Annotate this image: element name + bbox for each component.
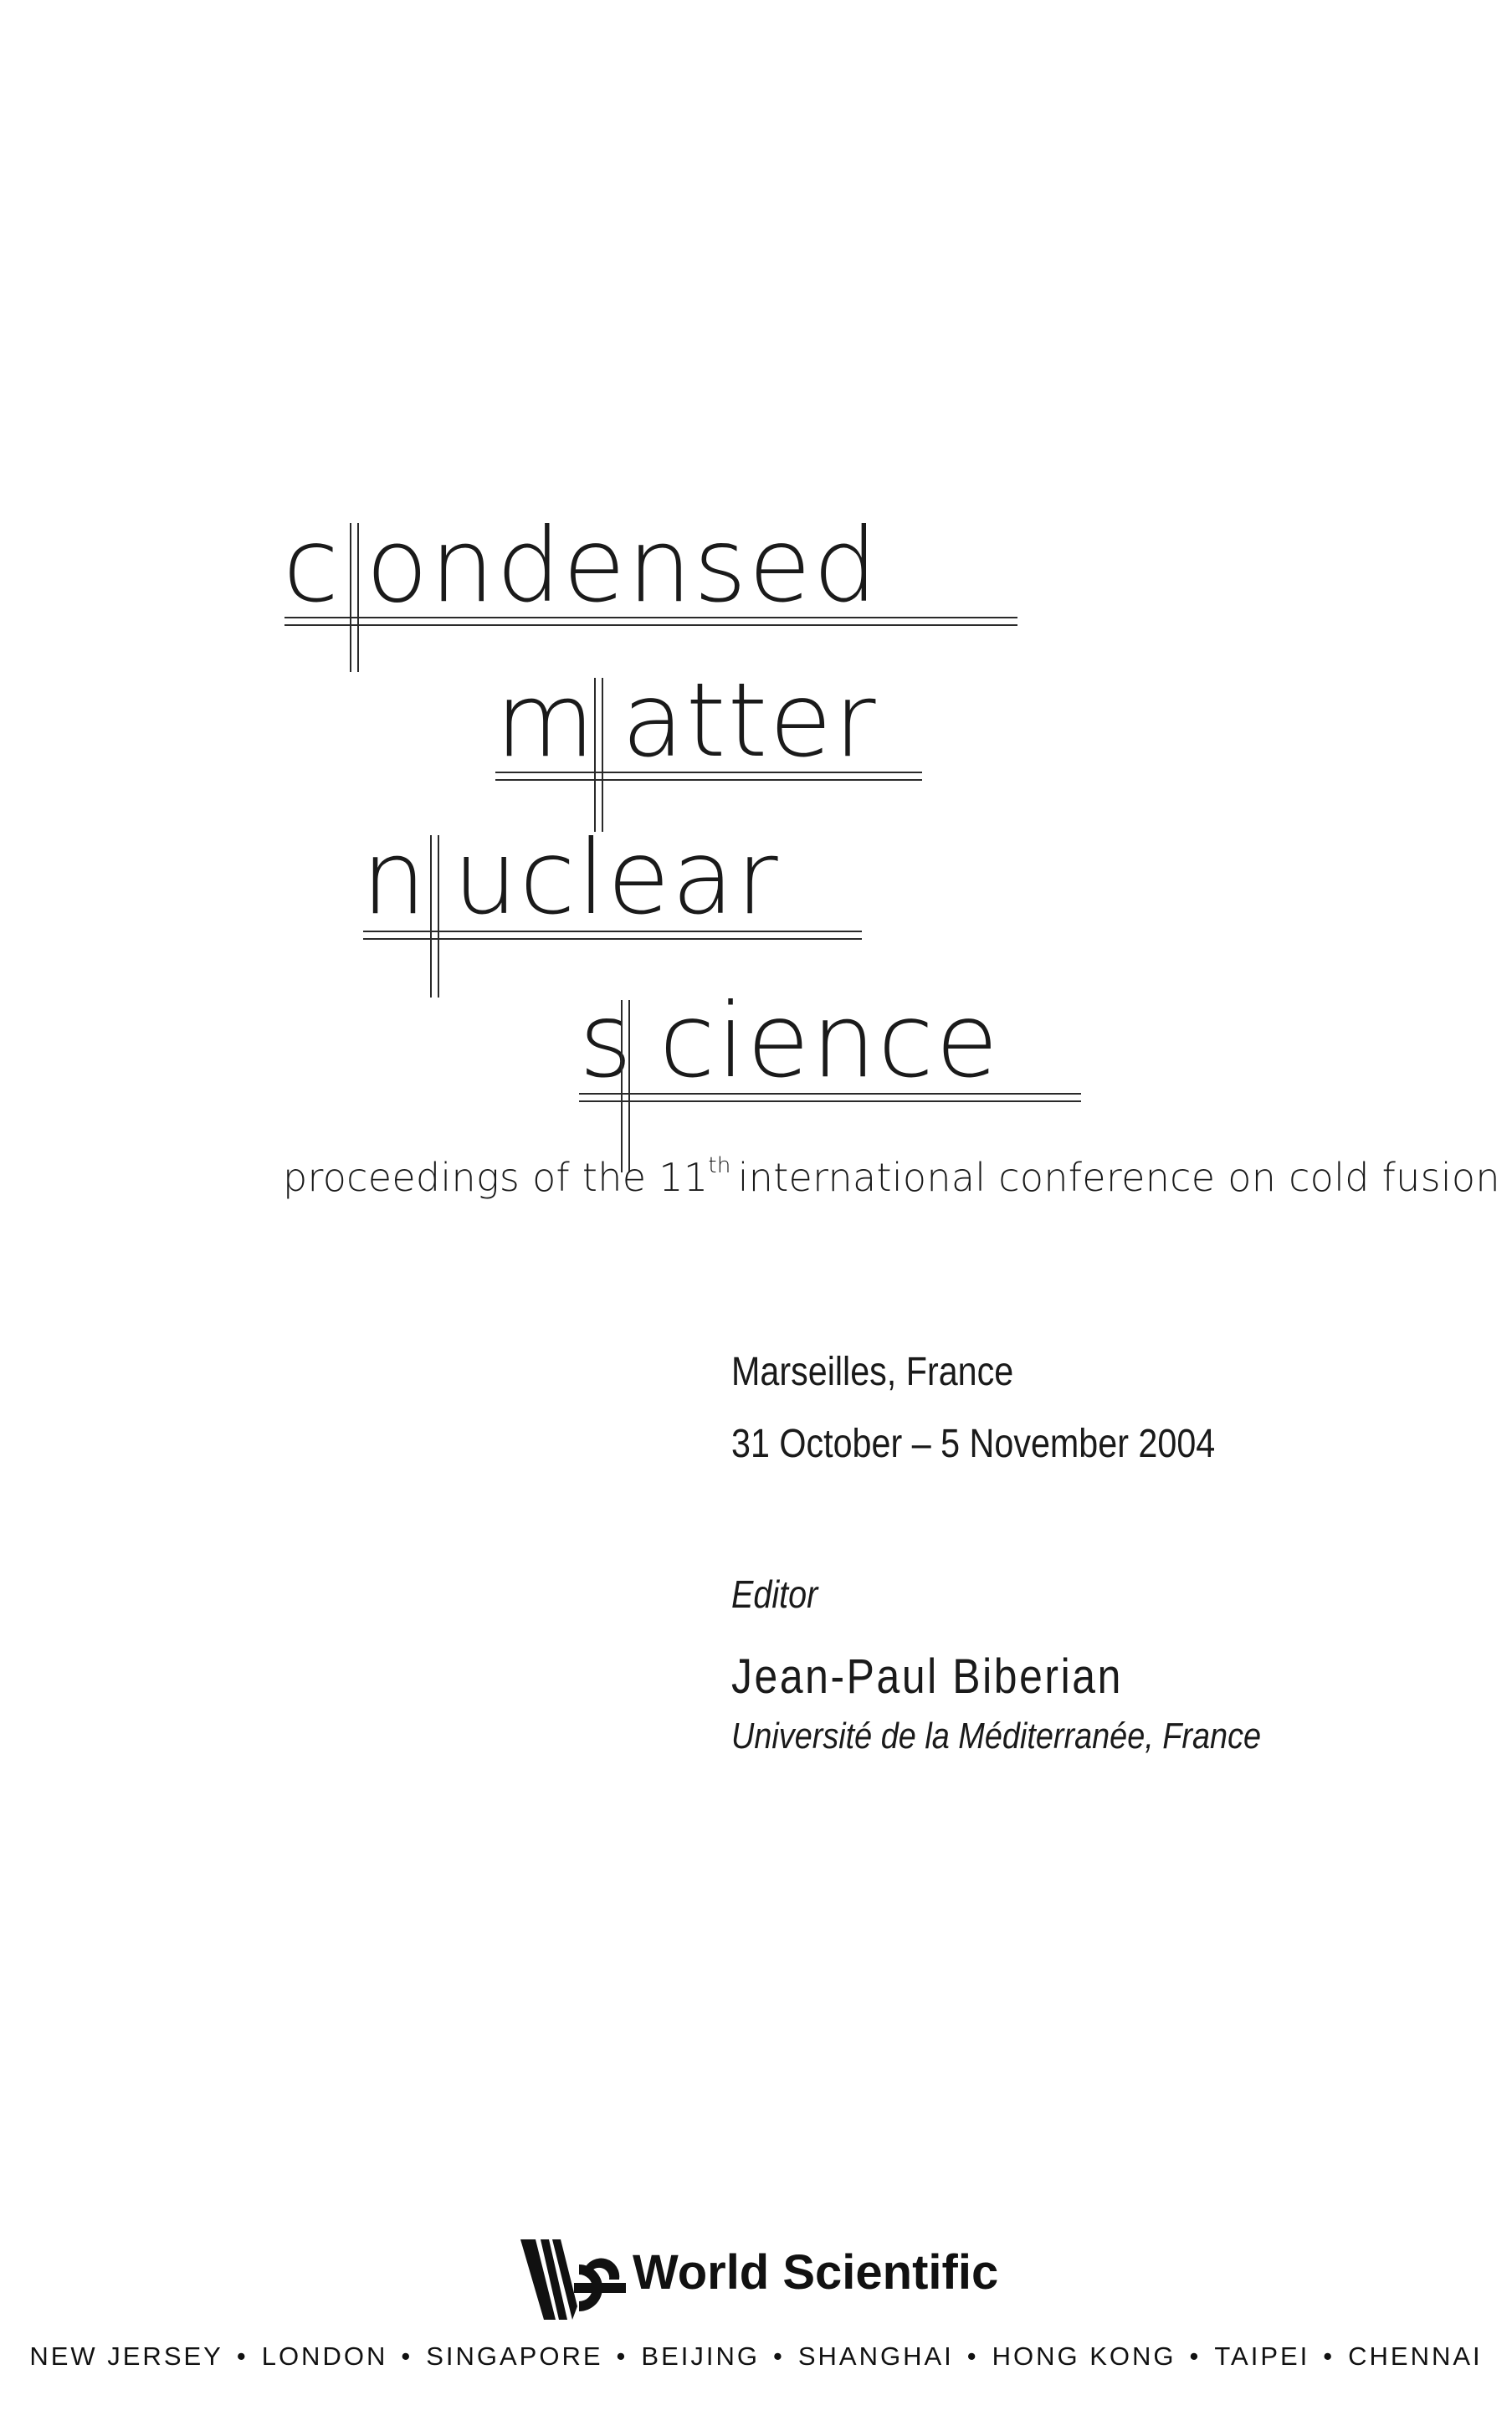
city: SINGAPORE <box>426 2341 603 2371</box>
title-divider <box>350 523 359 672</box>
title-word-lead: n <box>361 818 428 937</box>
title-divider <box>594 678 603 832</box>
city: BEIJING <box>641 2341 760 2371</box>
title-word-lead: s <box>579 982 634 1100</box>
title-word-lead: c <box>283 506 341 625</box>
title-rule <box>495 772 922 781</box>
city-separator: • <box>616 2341 628 2371</box>
city-separator: • <box>236 2341 249 2371</box>
title-word-rest: atter <box>621 661 878 780</box>
title-divider <box>621 1000 630 1172</box>
subtitle-after: international conference on cold fusion <box>737 1155 1500 1200</box>
city-separator: • <box>966 2341 979 2371</box>
title-word-science <box>579 982 1001 1100</box>
title-rule <box>579 1093 1081 1102</box>
title-word-lead: m <box>495 661 597 780</box>
subtitle <box>283 1153 1500 1200</box>
city: HONG KONG <box>992 2341 1176 2371</box>
subtitle-number: 11 <box>659 1155 709 1200</box>
world-scientific-logo-icon <box>519 2236 626 2323</box>
city-separator: • <box>401 2341 413 2371</box>
editor-name: Jean-Paul Biberian <box>731 1649 1123 1704</box>
title-word-matter <box>495 661 878 780</box>
title-divider <box>430 835 439 998</box>
subtitle-ordinal: th <box>708 1153 731 1178</box>
publisher-cities <box>0 2341 1512 2372</box>
subtitle-before: proceedings of the <box>283 1155 647 1200</box>
city: TAIPEI <box>1214 2341 1310 2371</box>
title-rule <box>284 617 1017 626</box>
event-place: Marseilles, France <box>731 1350 1014 1394</box>
event-dates: 31 October – 5 November 2004 <box>731 1422 1216 1466</box>
city-separator: • <box>1189 2341 1202 2371</box>
city: CHENNAI <box>1348 2341 1483 2371</box>
title-word-nuclear <box>361 818 780 937</box>
title-word-rest: uclear <box>453 818 780 937</box>
title-word-rest: cience <box>659 982 1001 1100</box>
city: SHANGHAI <box>797 2341 954 2371</box>
city: NEW JERSEY <box>29 2341 223 2371</box>
title-word-rest: ondensed <box>366 506 879 625</box>
editor-label: Editor <box>731 1572 818 1616</box>
editor-affiliation: Université de la Méditerranée, France <box>731 1716 1262 1757</box>
city: LONDON <box>261 2341 388 2371</box>
title-word-condensed <box>283 506 879 625</box>
city-separator: • <box>772 2341 785 2371</box>
city-separator: • <box>1323 2341 1335 2371</box>
publisher-name: World Scientific <box>633 2245 999 2300</box>
